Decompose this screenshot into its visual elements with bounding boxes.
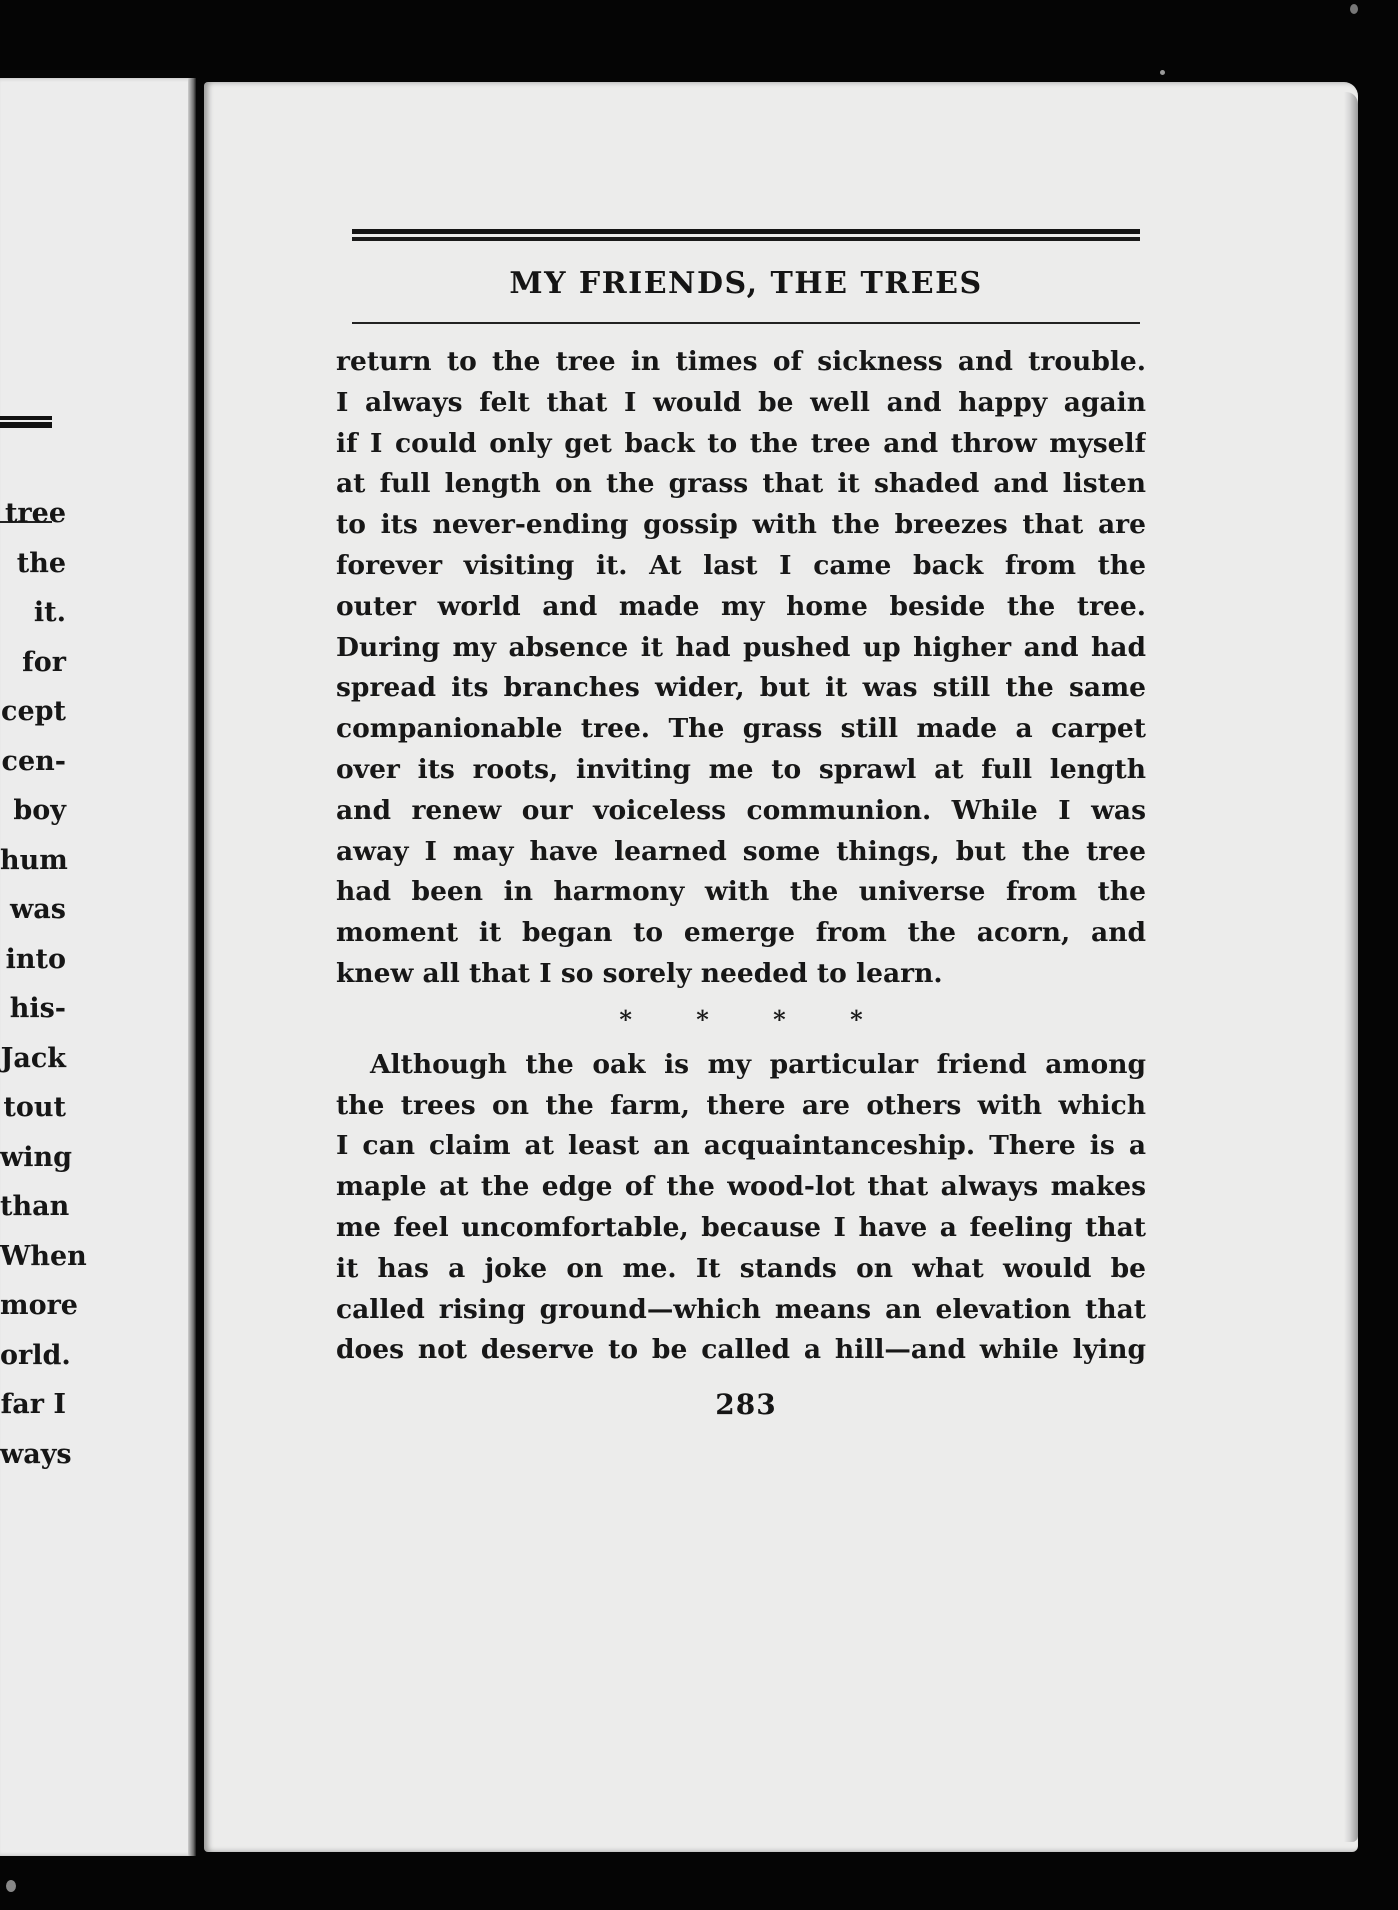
scan-speck [1160,70,1165,75]
text-line: maple at the edge of the wood-lot that always makes [336,1171,1146,1203]
text-line: spread its branches wider, but it was still the same [336,672,1146,704]
section-separator: * * * * [619,1004,891,1034]
text-line: over its roots, inviting me to sprawl at full length [336,753,1146,785]
running-head: MY FRIENDS, THE TREES [509,266,983,301]
left-page-line-fragment: was [10,894,66,925]
text-line: me feel uncomfortable, because I have a feeling that [336,1211,1146,1243]
header-thin-rule [352,322,1140,324]
left-page-line-fragment: tout [3,1092,66,1123]
body-text [336,342,1146,1371]
left-page-line-fragment: more [0,1290,78,1321]
text-line: moment it began to emerge from the acorn, and [336,917,1146,949]
header-rule-bottom [352,237,1140,241]
left-page-line-fragment: cept [1,696,66,727]
paragraph-2 [336,1045,1146,1371]
left-page-line-fragment: boy [13,795,66,826]
scan-speck [1350,4,1358,14]
book-spine-shadow [188,78,196,1856]
text-line: I can claim at least an acquaintanceship. There is a [336,1130,1146,1162]
text-line: and renew our voiceless communion. While I was [336,794,1146,826]
left-page-line-fragment: into [5,943,66,975]
left-page-line-fragment: the [16,547,66,579]
left-page-line-fragment: it. [33,597,66,628]
header-double-rule [352,229,1140,241]
paragraph-1 [336,342,1146,995]
scan-speck [6,1880,16,1892]
text-line: forever visiting it. At last I came back from the [336,549,1146,581]
text-line: it has a joke on me. It stands on what would be [336,1252,1146,1284]
right-page [204,82,1358,1852]
text-line: companionable tree. The grass still made a carpet [336,713,1146,745]
text-line: knew all that I so sorely needed to learn. [336,957,943,989]
left-page-line-fragment: wing [0,1141,73,1173]
left-page-line-fragment: ways [0,1438,72,1470]
page-edge-shadow [1344,92,1358,1842]
text-line: had been in harmony with the universe from the [336,876,1146,908]
left-page-line-fragment: cen- [1,745,66,777]
left-page [0,78,196,1856]
text-line: away I may have learned some things, but the tree [336,835,1146,867]
text-line: to its never-ending gossip with the breezes that are [336,509,1146,541]
left-page-line-fragment: for [22,646,66,678]
text-line: During my absence it had pushed up higher and had [336,631,1146,663]
text-line: does not deserve to be called a hill—and while lying [336,1334,1146,1366]
left-page-line-fragment: than [0,1191,70,1222]
left-page-line-fragment: orld. [0,1339,71,1371]
text-line: outer world and made my home beside the tree. [336,590,1146,622]
text-line: at full length on the grass that it shaded and listen [336,468,1146,500]
left-page-header-rule [0,416,52,428]
text-line: called rising ground—which means an elevation that [336,1293,1146,1325]
text-line: I always felt that I would be well and happy again [336,386,1146,418]
text-line: if I could only get back to the tree and throw myself [336,427,1146,459]
left-page-line-fragment: hum [0,844,68,876]
left-page-line-fragment: Jack [0,1042,66,1074]
text-line: Although the oak is my particular friend among [370,1048,1146,1080]
text-line: the trees on the farm, there are others with which [336,1089,1146,1121]
left-page-line-fragment: When [0,1240,87,1272]
left-page-line-fragment: tree [4,498,66,529]
page-number: 283 [715,1388,777,1421]
left-page-line-fragment: his- [9,993,66,1024]
text-line: return to the tree in times of sickness and trouble. [336,346,1146,377]
left-page-line-fragment: far I [0,1389,66,1420]
header-rule-top [352,229,1140,234]
